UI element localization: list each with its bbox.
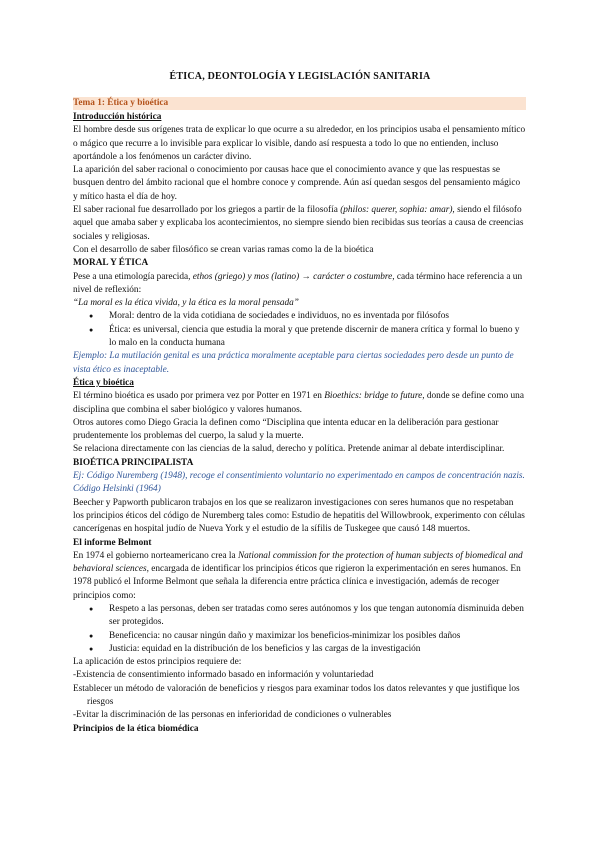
bioetica-paragraph-2: Otros autores como Diego Gracia la definen como “Disciplina que intenta educar en la deliberación para gestionar prudentemente los problemas del cuerpo, la salud y la muerte. — [73, 417, 499, 442]
moral-paragraph-1-text-b: cada término hace referencia a un nivel de reflexión: — [73, 271, 523, 295]
list-item: ● Respeto a las personas, deben ser tratadas como seres autónomos y los que tengan autonomía disminuida deben ser protegidos. — [109, 603, 526, 630]
intro-paragraph-3 — [73, 204, 526, 244]
bioetica-paragraph-1 — [73, 390, 526, 417]
belmont-paragraph-1-text-b: encargada de identificar los principios éticos que rigieron la experimentación en seres humanos. En 1978 publicó el Informe Belmont que señala la diferencia entre práctica clínica e investigación, además de recoger principios como: — [73, 564, 521, 601]
principialista-example: Ej: Código Nuremberg (1948), recoge el consentimiento voluntario no experimentado en campos de concentración nazis. Código Helsinki (1964) — [73, 471, 525, 495]
belmont-requirement-3: -Evitar la discriminación de las personas en inferioridad de condiciones o vulnerables — [73, 710, 392, 721]
principios-heading: Principios de la ética biomédica — [73, 723, 199, 734]
moral-example: Ejemplo: La mutilación genital es una práctica moralmente aceptable para ciertas sociedades pero desde un punto de vista ético es inaceptable. — [73, 351, 514, 375]
bioetica-paragraph-3: Se relaciona directamente con las ciencias de la salud, derecho y política. Pretende animar al debate interdisciplinar. — [73, 444, 505, 455]
document-title: ÉTICA, DEONTOLOGÍA Y LEGISLACIÓN SANITARIA — [169, 71, 431, 82]
list-item: ● Moral: dentro de la vida cotidiana de sociedades e individuos, no es inventada por filósofos — [109, 310, 526, 323]
moral-paragraph-1 — [73, 271, 526, 298]
moral-paragraph-1-emphasis: ethos (griego) y mos (latino) → carácter o costumbre, — [192, 271, 395, 282]
intro-paragraph-3-text-a: El saber racional fue desarrollado por los griegos a partir de la filosofía — [73, 205, 341, 216]
bioetica-heading: Ética y bioética — [73, 377, 134, 388]
intro-heading: Introducción histórica — [73, 112, 162, 122]
topic-heading: Tema 1: Ética y bioética — [73, 97, 526, 110]
belmont-paragraph-1-emphasis: National commission for the protection of human subjects of biomedical and behavioral sciences, — [73, 550, 523, 575]
intro-paragraph-1: El hombre desde sus orígenes trata de explicar lo que ocurre a su alrededor, en los principios usaba el pensamiento mítico o mágico que recurre a lo invisible para explicar lo visible, dando así respuesta a todo lo que no entienden, incluso aportándole a los fenómenos un carácter divino. — [73, 125, 526, 162]
list-item: ● Ética: es universal, ciencia que estudia la moral y que pretende discernir de manera crítica y formal lo bueno y lo malo en la conducta humana — [109, 324, 526, 351]
belmont-heading: El informe Belmont — [73, 537, 152, 548]
moral-quote — [73, 297, 526, 310]
principialista-paragraph-1: Beecher y Papworth publicaron trabajos en los que se realizaron investigaciones con seres humanos que no respetaban los principios éticos del código de Nuremberg tales como: Estudio de hepatitis del Willowbrook, experimento con células cancerígenas en hospital judío de Nueva York y el estudio de la sífilis de Tuskegee que causó 148 muertos. — [73, 497, 525, 535]
belmont-paragraph-1 — [73, 550, 526, 603]
moral-bullet-list — [73, 310, 526, 350]
moral-quote-text: “La moral es la ética vivida, y la ética es la moral pensada” — [73, 298, 299, 309]
list-item: ● Beneficencia: no causar ningún daño y maximizar los beneficios-minimizar los posibles daños — [109, 630, 526, 643]
principialista-heading: BIOÉTICA PRINCIPALISTA — [73, 457, 194, 468]
document-body — [73, 97, 526, 736]
bioetica-paragraph-1-text-a: El término bioética es usado por primera vez por Potter en 1971 en — [73, 391, 325, 402]
belmont-paragraph-1-text-a: En 1974 el gobierno norteamericano crea la — [73, 550, 238, 561]
belmont-requirement-1: -Existencia de consentimiento informado basado en información y voluntariedad — [73, 670, 374, 681]
moral-heading: MORAL Y ÉTICA — [73, 258, 149, 269]
bioetica-paragraph-1-text-b: donde se define como una disciplina que combina el saber biológico y valores humanos. — [73, 391, 524, 415]
intro-paragraph-4: Con el desarrollo de saber filosófico se crean varias ramas como la de la bioética — [73, 244, 374, 255]
belmont-requirement-2: Establecer un método de valoración de beneficios y riesgos para examinar todos los datos relevantes y que justifique los riesgos — [73, 683, 520, 708]
list-item: ● Justicia: equidad en la distribución de los beneficios y las cargas de la investigación — [109, 643, 526, 656]
belmont-bullet-list — [73, 603, 526, 656]
intro-paragraph-3-emphasis: (philos: querer, sophia: amar), — [340, 205, 455, 216]
moral-paragraph-1-text-a: Pese a una etimología parecida, — [73, 271, 193, 282]
intro-paragraph-3-text-b: siendo el filósofo aquel que amaba saber y explicaba los acontecimientos, no siempre siendo bien recibidas sus teorías a causa de creencias sociales y religiosas. — [73, 205, 524, 242]
belmont-paragraph-2: La aplicación de estos principios requiere de: — [73, 657, 242, 668]
intro-paragraph-2: La aparición del saber racional o conocimiento por causas hace que el conocimiento avance y que las respuestas se busquen dentro del ámbito racional que el hombre conoce y comprende. Aún así quedan sesgos del pensamiento mágico y mítico hasta el día de hoy. — [73, 165, 521, 202]
bioetica-paragraph-1-emphasis: Bioethics: bridge to future, — [324, 391, 425, 402]
